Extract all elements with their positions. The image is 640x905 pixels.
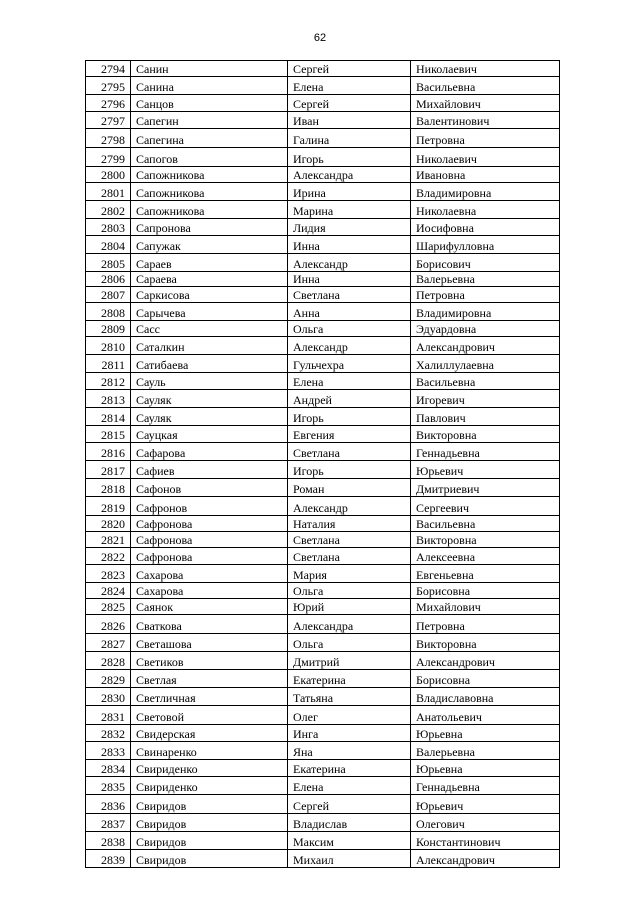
record-number-cell: 2839 [86, 850, 131, 868]
table-row [86, 497, 560, 516]
table-row [86, 183, 560, 201]
first-name-cell: Елена [288, 373, 411, 390]
table-row [86, 272, 560, 287]
table-row [86, 634, 560, 652]
last-name-cell: Сафронова [131, 548, 288, 565]
last-name-cell: Сауцкая [131, 426, 288, 443]
record-number-cell: 2836 [86, 795, 131, 814]
first-name-cell: Иван [288, 112, 411, 129]
table-row [86, 461, 560, 479]
last-name-cell: Сафронов [131, 497, 288, 516]
table-row [86, 77, 560, 95]
last-name-cell: Сафарова [131, 443, 288, 461]
last-name-cell: Саркисова [131, 287, 288, 303]
last-name-cell: Свиридов [131, 795, 288, 814]
first-name-cell: Гульчехра [288, 355, 411, 373]
record-number-cell: 2834 [86, 760, 131, 777]
first-name-cell: Инна [288, 272, 411, 287]
first-name-cell: Максим [288, 832, 411, 850]
table-row [86, 408, 560, 426]
first-name-cell: Елена [288, 777, 411, 795]
first-name-cell: Светлана [288, 443, 411, 461]
table-row [86, 129, 560, 148]
first-name-cell: Елена [288, 77, 411, 95]
last-name-cell: Сапегин [131, 112, 288, 129]
patronymic-cell: Геннадьевна [411, 443, 560, 461]
last-name-cell: Санин [131, 61, 288, 77]
patronymic-cell: Геннадьевна [411, 777, 560, 795]
last-name-cell: Сасс [131, 321, 288, 337]
table-row [86, 287, 560, 303]
last-name-cell: Светашова [131, 634, 288, 652]
last-name-cell: Сафронова [131, 516, 288, 532]
first-name-cell: Ольга [288, 583, 411, 599]
last-name-cell: Свириденко [131, 777, 288, 795]
record-number-cell: 2799 [86, 148, 131, 167]
patronymic-cell: Владиславовна [411, 688, 560, 706]
record-number-cell: 2819 [86, 497, 131, 516]
table-row [86, 61, 560, 77]
table-row [86, 850, 560, 868]
first-name-cell: Андрей [288, 390, 411, 408]
last-name-cell: Сафронова [131, 532, 288, 548]
record-number-cell: 2802 [86, 201, 131, 219]
table-row [86, 426, 560, 443]
table-row [86, 373, 560, 390]
record-number-cell: 2824 [86, 583, 131, 599]
last-name-cell: Свириденко [131, 760, 288, 777]
record-number-cell: 2827 [86, 634, 131, 652]
patronymic-cell: Викторовна [411, 426, 560, 443]
record-number-cell: 2807 [86, 287, 131, 303]
patronymic-cell: Владимировна [411, 303, 560, 321]
patronymic-cell: Иосифовна [411, 219, 560, 236]
patronymic-cell: Николаевна [411, 201, 560, 219]
table-row [86, 706, 560, 725]
registry-table-body [86, 61, 560, 868]
record-number-cell: 2823 [86, 565, 131, 583]
first-name-cell: Екатерина [288, 670, 411, 688]
first-name-cell: Екатерина [288, 760, 411, 777]
patronymic-cell: Борисовна [411, 670, 560, 688]
first-name-cell: Сергей [288, 795, 411, 814]
record-number-cell: 2826 [86, 615, 131, 634]
table-row [86, 236, 560, 254]
record-number-cell: 2831 [86, 706, 131, 725]
table-row [86, 548, 560, 565]
first-name-cell: Олег [288, 706, 411, 725]
patronymic-cell: Николаевич [411, 61, 560, 77]
last-name-cell: Сатибаева [131, 355, 288, 373]
record-number-cell: 2820 [86, 516, 131, 532]
record-number-cell: 2803 [86, 219, 131, 236]
last-name-cell: Сараев [131, 254, 288, 272]
first-name-cell: Галина [288, 129, 411, 148]
patronymic-cell: Александрович [411, 652, 560, 670]
patronymic-cell: Борисовна [411, 583, 560, 599]
patronymic-cell: Петровна [411, 287, 560, 303]
last-name-cell: Свидерская [131, 725, 288, 742]
table-row [86, 615, 560, 634]
first-name-cell: Александр [288, 337, 411, 355]
record-number-cell: 2804 [86, 236, 131, 254]
patronymic-cell: Евгеньевна [411, 565, 560, 583]
first-name-cell: Дмитрий [288, 652, 411, 670]
record-number-cell: 2838 [86, 832, 131, 850]
first-name-cell: Александр [288, 254, 411, 272]
patronymic-cell: Ивановна [411, 167, 560, 183]
record-number-cell: 2817 [86, 461, 131, 479]
last-name-cell: Сваткова [131, 615, 288, 634]
patronymic-cell: Константинович [411, 832, 560, 850]
patronymic-cell: Борисович [411, 254, 560, 272]
last-name-cell: Сахарова [131, 565, 288, 583]
record-number-cell: 2800 [86, 167, 131, 183]
patronymic-cell: Владимировна [411, 183, 560, 201]
first-name-cell: Лидия [288, 219, 411, 236]
table-row [86, 516, 560, 532]
table-row [86, 95, 560, 112]
record-number-cell: 2832 [86, 725, 131, 742]
record-number-cell: 2796 [86, 95, 131, 112]
first-name-cell: Ирина [288, 183, 411, 201]
record-number-cell: 2809 [86, 321, 131, 337]
last-name-cell: Сафиев [131, 461, 288, 479]
record-number-cell: 2805 [86, 254, 131, 272]
table-row [86, 670, 560, 688]
table-row [86, 565, 560, 583]
table-row [86, 725, 560, 742]
first-name-cell: Игорь [288, 148, 411, 167]
last-name-cell: Сауляк [131, 390, 288, 408]
patronymic-cell: Валерьевна [411, 742, 560, 760]
first-name-cell: Александр [288, 497, 411, 516]
record-number-cell: 2825 [86, 599, 131, 615]
table-row [86, 832, 560, 850]
last-name-cell: Свиридов [131, 814, 288, 832]
table-row [86, 599, 560, 615]
patronymic-cell: Викторовна [411, 532, 560, 548]
first-name-cell: Анна [288, 303, 411, 321]
patronymic-cell: Олегович [411, 814, 560, 832]
first-name-cell: Владислав [288, 814, 411, 832]
record-number-cell: 2829 [86, 670, 131, 688]
first-name-cell: Мария [288, 565, 411, 583]
registry-table [85, 60, 560, 868]
table-row [86, 479, 560, 497]
page-number: 62 [313, 32, 327, 44]
record-number-cell: 2808 [86, 303, 131, 321]
last-name-cell: Сахарова [131, 583, 288, 599]
last-name-cell: Сапронова [131, 219, 288, 236]
last-name-cell: Сараева [131, 272, 288, 287]
record-number-cell: 2797 [86, 112, 131, 129]
last-name-cell: Санцов [131, 95, 288, 112]
table-row [86, 303, 560, 321]
last-name-cell: Свинаренко [131, 742, 288, 760]
first-name-cell: Юрий [288, 599, 411, 615]
last-name-cell: Свиридов [131, 832, 288, 850]
last-name-cell: Сапогов [131, 148, 288, 167]
first-name-cell: Михаил [288, 850, 411, 868]
patronymic-cell: Валерьевна [411, 272, 560, 287]
first-name-cell: Яна [288, 742, 411, 760]
first-name-cell: Светлана [288, 287, 411, 303]
patronymic-cell: Дмитриевич [411, 479, 560, 497]
patronymic-cell: Эдуардовна [411, 321, 560, 337]
table-row [86, 337, 560, 355]
first-name-cell: Игорь [288, 408, 411, 426]
record-number-cell: 2835 [86, 777, 131, 795]
record-number-cell: 2810 [86, 337, 131, 355]
record-number-cell: 2830 [86, 688, 131, 706]
table-row [86, 148, 560, 167]
patronymic-cell: Михайлович [411, 95, 560, 112]
first-name-cell: Евгения [288, 426, 411, 443]
patronymic-cell: Анатольевич [411, 706, 560, 725]
record-number-cell: 2794 [86, 61, 131, 77]
record-number-cell: 2798 [86, 129, 131, 148]
patronymic-cell: Михайлович [411, 599, 560, 615]
patronymic-cell: Сергеевич [411, 497, 560, 516]
table-row [86, 254, 560, 272]
table-row [86, 321, 560, 337]
table-row [86, 688, 560, 706]
last-name-cell: Сафонов [131, 479, 288, 497]
first-name-cell: Татьяна [288, 688, 411, 706]
record-number-cell: 2837 [86, 814, 131, 832]
table-row [86, 219, 560, 236]
patronymic-cell: Шарифулловна [411, 236, 560, 254]
patronymic-cell: Павлович [411, 408, 560, 426]
table-row [86, 777, 560, 795]
table-row [86, 112, 560, 129]
last-name-cell: Светличная [131, 688, 288, 706]
last-name-cell: Саянок [131, 599, 288, 615]
first-name-cell: Сергей [288, 61, 411, 77]
patronymic-cell: Александрович [411, 337, 560, 355]
table-row [86, 760, 560, 777]
table-row [86, 532, 560, 548]
first-name-cell: Александра [288, 167, 411, 183]
last-name-cell: Светлая [131, 670, 288, 688]
record-number-cell: 2833 [86, 742, 131, 760]
patronymic-cell: Васильевна [411, 77, 560, 95]
patronymic-cell: Валентинович [411, 112, 560, 129]
record-number-cell: 2812 [86, 373, 131, 390]
record-number-cell: 2815 [86, 426, 131, 443]
first-name-cell: Александра [288, 615, 411, 634]
last-name-cell: Сапожникова [131, 167, 288, 183]
patronymic-cell: Юрьевич [411, 461, 560, 479]
record-number-cell: 2828 [86, 652, 131, 670]
first-name-cell: Наталия [288, 516, 411, 532]
table-row [86, 390, 560, 408]
last-name-cell: Сауляк [131, 408, 288, 426]
first-name-cell: Инна [288, 236, 411, 254]
table-row [86, 201, 560, 219]
last-name-cell: Сапегина [131, 129, 288, 148]
patronymic-cell: Игоревич [411, 390, 560, 408]
last-name-cell: Саталкин [131, 337, 288, 355]
last-name-cell: Свиридов [131, 850, 288, 868]
last-name-cell: Светиков [131, 652, 288, 670]
patronymic-cell: Юрьевич [411, 795, 560, 814]
record-number-cell: 2814 [86, 408, 131, 426]
first-name-cell: Ольга [288, 634, 411, 652]
last-name-cell: Санина [131, 77, 288, 95]
patronymic-cell: Васильевна [411, 516, 560, 532]
last-name-cell: Сауль [131, 373, 288, 390]
record-number-cell: 2816 [86, 443, 131, 461]
first-name-cell: Светлана [288, 532, 411, 548]
patronymic-cell: Петровна [411, 615, 560, 634]
table-row [86, 167, 560, 183]
patronymic-cell: Петровна [411, 129, 560, 148]
last-name-cell: Световой [131, 706, 288, 725]
patronymic-cell: Васильевна [411, 373, 560, 390]
record-number-cell: 2818 [86, 479, 131, 497]
first-name-cell: Сергей [288, 95, 411, 112]
record-number-cell: 2801 [86, 183, 131, 201]
record-number-cell: 2822 [86, 548, 131, 565]
table-row [86, 443, 560, 461]
table-row [86, 355, 560, 373]
patronymic-cell: Юрьевна [411, 760, 560, 777]
table-row [86, 742, 560, 760]
record-number-cell: 2806 [86, 272, 131, 287]
patronymic-cell: Алексеевна [411, 548, 560, 565]
last-name-cell: Сарычева [131, 303, 288, 321]
patronymic-cell: Юрьевна [411, 725, 560, 742]
record-number-cell: 2813 [86, 390, 131, 408]
last-name-cell: Сапожникова [131, 201, 288, 219]
first-name-cell: Игорь [288, 461, 411, 479]
patronymic-cell: Викторовна [411, 634, 560, 652]
patronymic-cell: Александрович [411, 850, 560, 868]
last-name-cell: Сапожникова [131, 183, 288, 201]
record-number-cell: 2811 [86, 355, 131, 373]
record-number-cell: 2821 [86, 532, 131, 548]
first-name-cell: Светлана [288, 548, 411, 565]
first-name-cell: Инга [288, 725, 411, 742]
table-row [86, 583, 560, 599]
record-number-cell: 2795 [86, 77, 131, 95]
patronymic-cell: Халиллулаевна [411, 355, 560, 373]
patronymic-cell: Николаевич [411, 148, 560, 167]
first-name-cell: Ольга [288, 321, 411, 337]
table-row [86, 795, 560, 814]
table-row [86, 652, 560, 670]
table-row [86, 814, 560, 832]
last-name-cell: Сапужак [131, 236, 288, 254]
first-name-cell: Марина [288, 201, 411, 219]
first-name-cell: Роман [288, 479, 411, 497]
